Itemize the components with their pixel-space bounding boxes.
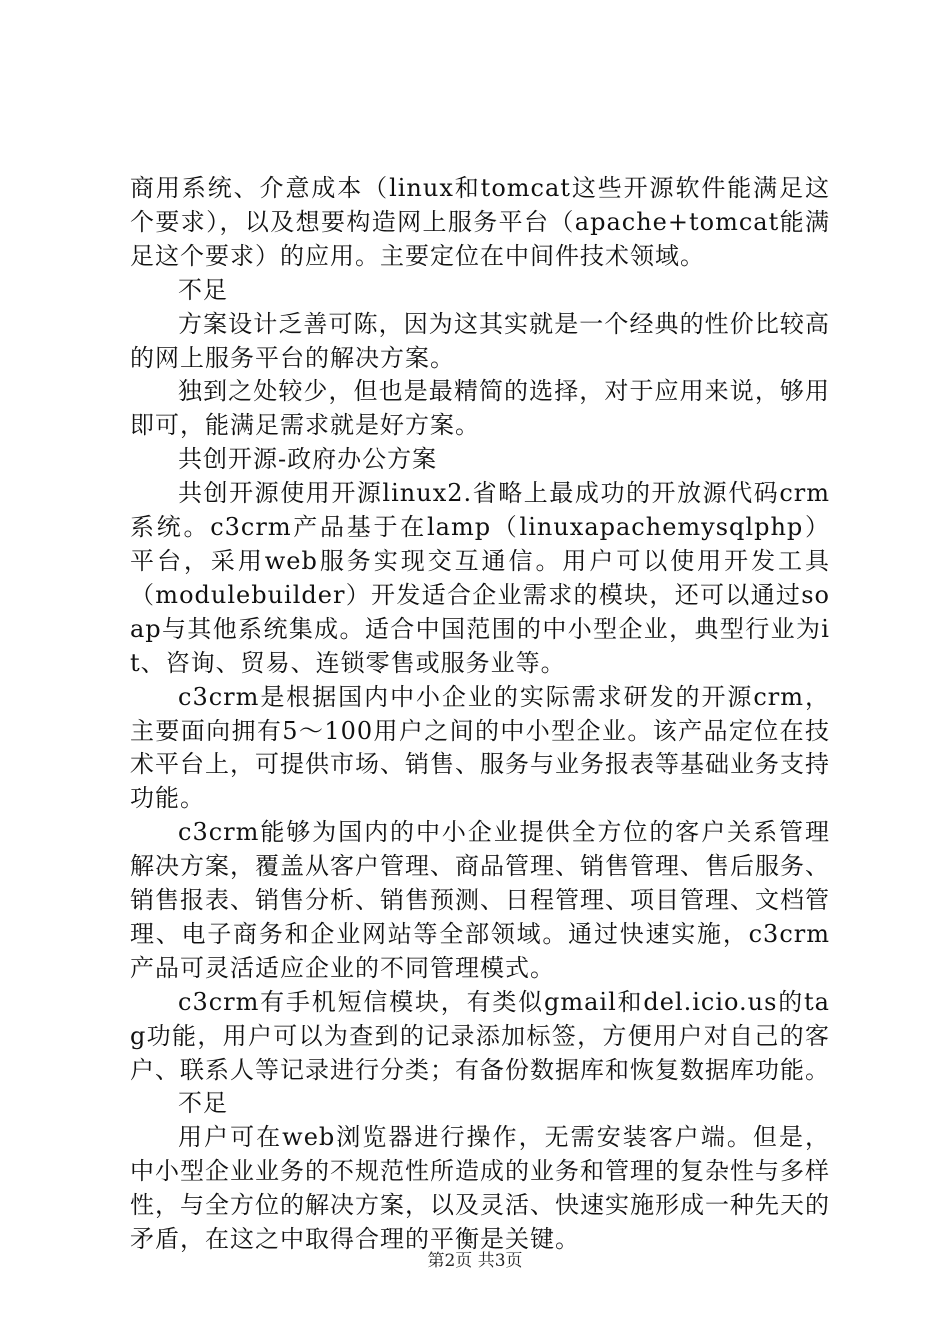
paragraph-continuation: 商用系统、介意成本（linux和tomcat这些开源软件能满足这个要求），以及想要构造网上服务平台（apache+tomcat能满足这个要求）的应用。主要定位在中间件技术领域。 <box>130 174 830 270</box>
paragraph: 独到之处较少，但也是最精简的选择，对于应用来说，够用即可，能满足需求就是好方案。 <box>130 377 830 440</box>
paragraph: 共创开源使用开源linux2.省略上最成功的开放源代码crm系统。c3crm产品基于在lamp（linuxapachemysqlphp）平台，采用web服务实现交互通信。用户可以使用开发工具（modulebuilder）开发适合企业需求的模块，还可以通过soap与其他系统集成。适合中国范围的中小型企业，典型行业为it、咨询、贸易、连锁零售或服务业等。 <box>130 479 830 677</box>
page-footer: 第2页 共3页 <box>427 1251 523 1271</box>
paragraph: c3crm有手机短信模块，有类似gmail和del.icio.us的tag功能，用户可以为查到的记录添加标签，方便用户对自己的客户、联系人等记录进行分类；有备份数据库和恢复数据库功能。 <box>130 987 830 1084</box>
subheading-shortcomings: 不足 <box>178 1089 228 1118</box>
paragraph: 用户可在web浏览器进行操作，无需安装客户端。但是，中小型企业业务的不规范性所造成的业务和管理的复杂性与多样性，与全方位的解决方案，以及灵活、快速实施形成一种先天的矛盾，在这之中取得合理的平衡是关键。 <box>130 1123 830 1254</box>
paragraph: 方案设计乏善可陈，因为这其实就是一个经典的性价比较高的网上服务平台的解决方案。 <box>130 309 830 372</box>
document-body <box>130 172 830 1257</box>
section-heading: 共创开源-政府办公方案 <box>178 445 438 474</box>
paragraph: c3crm能够为国内的中小企业提供全方位的客户关系管理解决方案，覆盖从客户管理、商品管理、销售管理、售后服务、销售报表、销售分析、销售预测、日程管理、项目管理、文档管理、电子商务和企业网站等全部领域。通过快速实施，c3crm产品可灵活适应企业的不同管理模式。 <box>130 818 830 982</box>
paragraph: c3crm是根据国内中小企业的实际需求研发的开源crm，主要面向拥有5～100用户之间的中小型企业。该产品定位在技术平台上，可提供市场、销售、服务与业务报表等基础业务支持功能。 <box>130 682 830 813</box>
subheading-shortcomings: 不足 <box>178 275 228 304</box>
